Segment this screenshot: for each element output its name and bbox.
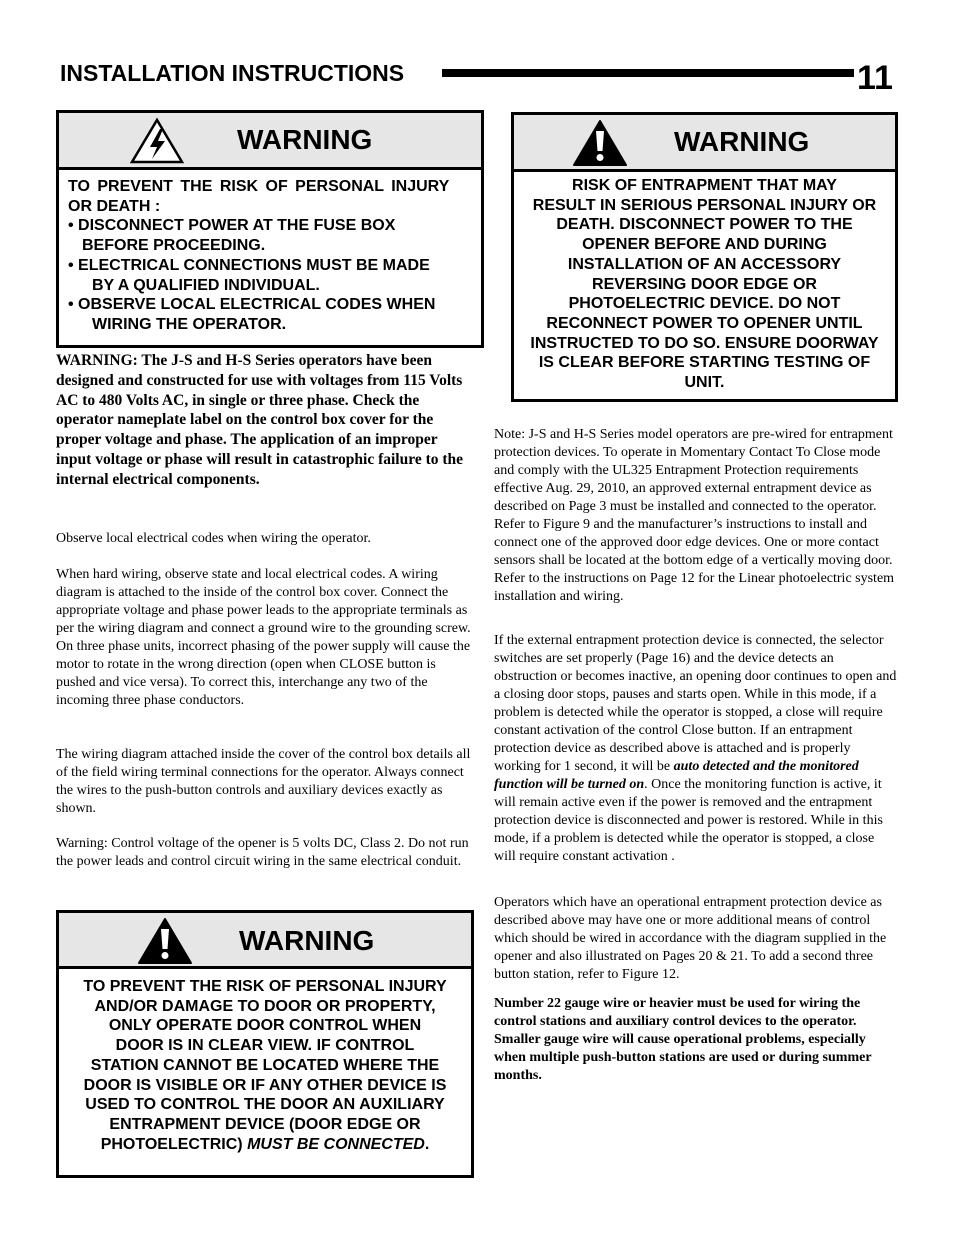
- warning-title: WARNING: [239, 925, 375, 956]
- warning-line: RECONNECT POWER TO OPENER UNTIL: [546, 314, 863, 332]
- warning-line: [59, 1135, 471, 1155]
- warning-line: BEFORE PROCEEDING.: [82, 237, 266, 255]
- warning-line: STATION CANNOT BE LOCATED WHERE THE: [90, 1056, 440, 1074]
- warning-line: UNIT.: [684, 374, 725, 392]
- warning-line: BY A QUALIFIED INDIVIDUAL.: [92, 276, 320, 294]
- warning-box-text: [514, 176, 895, 393]
- warning-line: INSTALLATION OF AN ACCESSORY: [567, 255, 842, 273]
- left-paragraph: Observe local electrical codes when wiring the operator.: [56, 531, 371, 546]
- external-device-paragraph: [494, 632, 899, 866]
- warning-line-start: PHOTOELECTRIC): [100, 1135, 248, 1153]
- warning-line: ENTRAPMENT DEVICE (DOOR EDGE OR: [109, 1115, 421, 1133]
- warning-line: RESULT IN SERIOUS PERSONAL INJURY OR: [532, 196, 877, 214]
- warning-line: • DISCONNECT POWER AT THE FUSE BOX: [68, 217, 396, 235]
- warning-line: • ELECTRICAL CONNECTIONS MUST BE MADE: [68, 256, 430, 274]
- warning-line: REVERSING DOOR EDGE OR: [592, 275, 817, 293]
- exclamation-icon: [572, 119, 628, 167]
- warning-line: DOOR IS IN CLEAR VIEW. IF CONTROL: [115, 1037, 415, 1055]
- warning-line: IS CLEAR BEFORE STARTING TESTING OF: [538, 354, 871, 372]
- wire-gauge-paragraph: Number 22 gauge wire or heavier must be used for wiring the control stations and auxiliary control devices to the operator. Smaller gauge wire will cause operational problems, especially when multiple push-button stations are used or during summer months.: [494, 996, 872, 1083]
- external-device-text-end: . Once the monitoring function is active, it will remain active even if the power is removed and the entrapment protection device is disconnected and power is restored. While in this mode, if a problem is detected while the operator is stopped, a close will require constant activation .: [494, 777, 883, 864]
- external-device-text-start: If the external entrapment protection device is connected, the selector switches are set properly (Page 16) and the device detects an obstruction or becomes inactive, an opening door continues to open and a closing door stops, pauses and starts open. While in this mode, if a problem is detected while the operator is stopped, a close will require constant activation of the control Close button. If an entrapment protection device as described above is attached and is properly working for 1 second, it will be: [494, 633, 897, 774]
- electrical-hazard-icon: [129, 117, 185, 165]
- warning-line: RISK OF ENTRAPMENT THAT MAY: [572, 177, 837, 194]
- warning-line: OPENER BEFORE AND DURING: [582, 236, 827, 254]
- warning-box-door-control: [56, 910, 474, 1178]
- warning-line: DOOR IS VISIBLE OR IF ANY OTHER DEVICE IS: [83, 1076, 447, 1094]
- warning-line: TO PREVENT THE RISK OF PERSONAL INJURY: [68, 178, 450, 195]
- warning-title: WARNING: [674, 126, 810, 157]
- warning-line: WIRING THE OPERATOR.: [92, 315, 287, 333]
- warning-box-header: [514, 115, 895, 172]
- external-device-emphasis: auto detected and the monitored function will be turned on: [494, 759, 859, 792]
- warning-box-text: [59, 977, 471, 1154]
- warning-line: PHOTOELECTRIC DEVICE. DO NOT: [568, 295, 841, 313]
- warning-box-electrical: [56, 110, 484, 348]
- warning-box-header: [59, 113, 481, 170]
- warning-line: ONLY OPERATE DOOR CONTROL WHEN: [108, 1017, 422, 1035]
- operators-paragraph: Operators which have an operational entrapment protection device as described above may have one or more additional means of control which should be wired in accordance with the diagram supplied in the opener and also illustrated on Pages 20 & 21. To add a second three button station, refer to Figure 12.: [494, 895, 887, 982]
- exclamation-icon: [137, 917, 193, 965]
- warning-line: USED TO CONTROL THE DOOR AN AUXILIARY: [85, 1096, 445, 1114]
- warning-line: AND/OR DAMAGE TO DOOR OR PROPERTY,: [94, 997, 436, 1015]
- warning-line: INSTRUCTED TO DO SO. ENSURE DOORWAY: [530, 334, 879, 352]
- warning-line: • OBSERVE LOCAL ELECTRICAL CODES WHEN: [68, 296, 436, 314]
- warning-box-header: [59, 913, 471, 969]
- left-paragraph: Warning: Control voltage of the opener is 5 volts DC, Class 2. Do not run the power leads and control circuit wiring in the same electrical conduit.: [56, 836, 469, 869]
- warning-line: TO PREVENT THE RISK OF PERSONAL INJURY: [83, 978, 447, 995]
- note-paragraph: Note: J-S and H-S Series model operators are pre-wired for entrapment protection devices. To operate in Momentary Contact To Close mode and comply with the UL325 Entrapment Protection requirements effective Aug. 29, 2010, an approved external entrapment device as described on Page 3 must be installed and connected to the operator. Refer to Figure 9 and the manufacturer’s instructions to install and connect one of the approved door edge devices. One or more contact sensors shall be located at the bottom edge of a vertically moving door. Refer to the instructions on Page 12 for the Linear photoelectric system installation and wiring.: [494, 427, 895, 604]
- left-paragraph: The wiring diagram attached inside the cover of the control box details all of the field wiring terminal connections for the operator. Always connect the wires to the push-button controls and auxiliary devices exactly as shown.: [56, 747, 471, 816]
- voltage-warning-paragraph: WARNING: The J-S and H-S Series operators have been designed and constructed for use with voltages from 115 Volts AC to 480 Volts AC, in single or three phase. Check the operator nameplate label on the control box cover for the proper voltage and phase. The application of an improper input voltage or phase will result in catastrophic failure to the internal electrical components.: [56, 352, 464, 488]
- header-rule: [442, 69, 854, 77]
- warning-line: OR DEATH :: [68, 197, 161, 215]
- page-number: 11: [857, 59, 893, 97]
- warning-title: WARNING: [237, 124, 373, 155]
- warning-line-end: .: [424, 1135, 430, 1153]
- warning-line: DEATH. DISCONNECT POWER TO THE: [556, 216, 853, 234]
- warning-box-text: [59, 177, 481, 335]
- warning-line-emphasis: MUST BE CONNECTED: [247, 1135, 425, 1153]
- warning-box-entrapment: [511, 112, 898, 402]
- left-paragraph: When hard wiring, observe state and local electrical codes. A wiring diagram is attached to the inside of the control box cover. Connect the appropriate voltage and phase power leads to the appropriate terminals as per the wiring diagram and connect a ground wire to the grounding screw. On three phase units, incorrect phasing of the power supply will cause the motor to rotate in the wrong direction (open when CLOSE button is pushed and vice versa). To correct this, interchange any two of the incoming three phase conductors.: [56, 567, 471, 708]
- page-header-title: INSTALLATION INSTRUCTIONS: [60, 60, 405, 86]
